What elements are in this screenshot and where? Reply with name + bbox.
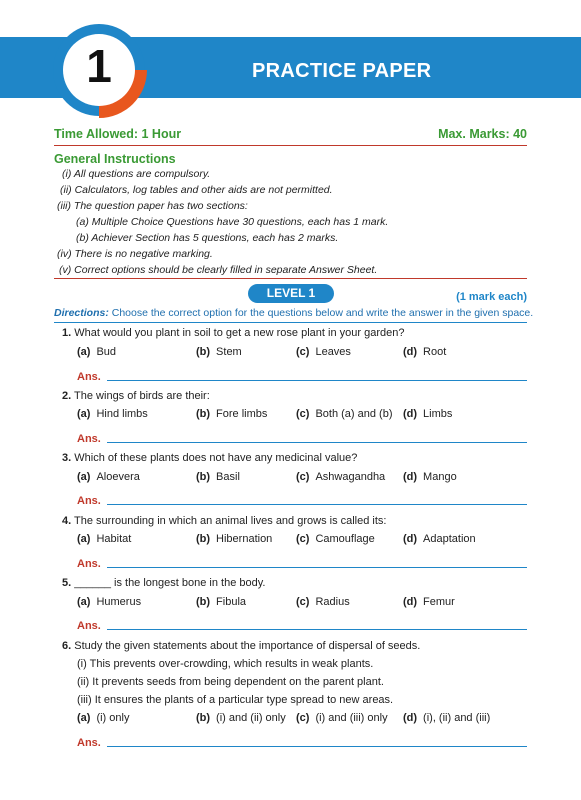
directions-label: Directions: — [54, 307, 109, 319]
option: (b) (i) and (ii) only — [196, 712, 286, 724]
question-number: 4. — [62, 515, 72, 527]
page-title: PRACTICE PAPER — [252, 60, 432, 82]
option: (a) Habitat — [77, 533, 132, 545]
answer-line[interactable] — [107, 746, 527, 747]
option: (a) Humerus — [77, 596, 142, 608]
answer-line[interactable] — [107, 442, 527, 443]
question-text: What would you plant in soil to get a new rose plant in your garden? — [74, 327, 405, 339]
option: (c) Both (a) and (b) — [296, 408, 393, 420]
question-text: Study the given statements about the importance of dispersal of seeds. — [74, 640, 421, 652]
option: (c) Radius — [296, 596, 350, 608]
question-number: 1. — [62, 327, 72, 339]
option: (b) Basil — [196, 471, 240, 483]
question-text: The wings of birds are their: — [74, 390, 210, 402]
statement: (ii) It prevents seeds from being dependent on the parent plant. — [77, 676, 384, 688]
question-text: The surrounding in which an animal lives and grows is called its: — [74, 515, 387, 527]
answer-line[interactable] — [107, 504, 527, 505]
answer-label: Ans. — [77, 371, 101, 383]
question-number: 6. — [62, 640, 72, 652]
answer-label: Ans. — [77, 620, 101, 632]
statement: (i) This prevents over-crowding, which results in weak plants. — [77, 658, 374, 670]
option: (a) Bud — [77, 346, 117, 358]
question-4 — [62, 515, 386, 527]
option: (b) Stem — [196, 346, 242, 358]
option: (b) Fore limbs — [196, 408, 268, 420]
option: (d) Adaptation — [403, 533, 476, 545]
divider — [54, 322, 527, 323]
question-text: ______ is the longest bone in the body. — [74, 577, 266, 589]
instruction-item: (b) Achiever Section has 5 questions, each has 2 marks. — [76, 232, 339, 244]
option: (a) Aloevera — [77, 471, 140, 483]
divider — [54, 145, 527, 146]
answer-label: Ans. — [77, 433, 101, 445]
instruction-item: (ii) Calculators, log tables and other aids are not permitted. — [60, 184, 333, 196]
question-1 — [62, 327, 404, 339]
directions — [54, 307, 534, 319]
max-marks: Max. Marks: 40 — [438, 127, 527, 141]
question-number: 3. — [62, 452, 72, 464]
answer-label: Ans. — [77, 495, 101, 507]
option: (d) Mango — [403, 471, 457, 483]
answer-label: Ans. — [77, 737, 101, 749]
option: (c) Ashwagandha — [296, 471, 386, 483]
question-number: 2. — [62, 390, 72, 402]
option: (c) Camouflage — [296, 533, 375, 545]
question-6 — [62, 640, 420, 652]
marks-each: (1 mark each) — [456, 291, 527, 303]
statement: (iii) It ensures the plants of a particular type spread to new areas. — [77, 694, 394, 706]
option: (d) Femur — [403, 596, 455, 608]
question-text: Which of these plants does not have any medicinal value? — [74, 452, 358, 464]
option: (c) Leaves — [296, 346, 351, 358]
instructions-title: General Instructions — [54, 152, 176, 166]
option: (d) Limbs — [403, 408, 453, 420]
paper-number: 1 — [86, 40, 112, 92]
option: (c) (i) and (iii) only — [296, 712, 388, 724]
instruction-item: (v) Correct options should be clearly filled in separate Answer Sheet. — [59, 264, 378, 276]
directions-text: Choose the correct option for the questions below and write the answer in the given space. — [108, 307, 534, 319]
level-badge: LEVEL 1 — [248, 284, 334, 303]
instruction-item: (i) All questions are compulsory. — [62, 168, 211, 180]
answer-line[interactable] — [107, 567, 527, 568]
option: (b) Hibernation — [196, 533, 273, 545]
instruction-item: (iii) The question paper has two sections: — [57, 200, 248, 212]
answer-label: Ans. — [77, 558, 101, 570]
answer-line[interactable] — [107, 380, 527, 381]
instruction-item: (iv) There is no negative marking. — [57, 248, 213, 260]
question-5 — [62, 577, 265, 589]
option: (a) (i) only — [77, 712, 130, 724]
option: (d) (i), (ii) and (iii) — [403, 712, 491, 724]
option: (b) Fibula — [196, 596, 247, 608]
question-2 — [62, 390, 210, 402]
instruction-item: (a) Multiple Choice Questions have 30 questions, each has 1 mark. — [76, 216, 389, 228]
option: (a) Hind limbs — [77, 408, 148, 420]
option: (d) Root — [403, 346, 447, 358]
question-3 — [62, 452, 357, 464]
divider — [54, 278, 527, 279]
time-allowed: Time Allowed: 1 Hour — [54, 127, 182, 141]
meta-row — [54, 127, 527, 145]
answer-line[interactable] — [107, 629, 527, 630]
question-number: 5. — [62, 577, 72, 589]
